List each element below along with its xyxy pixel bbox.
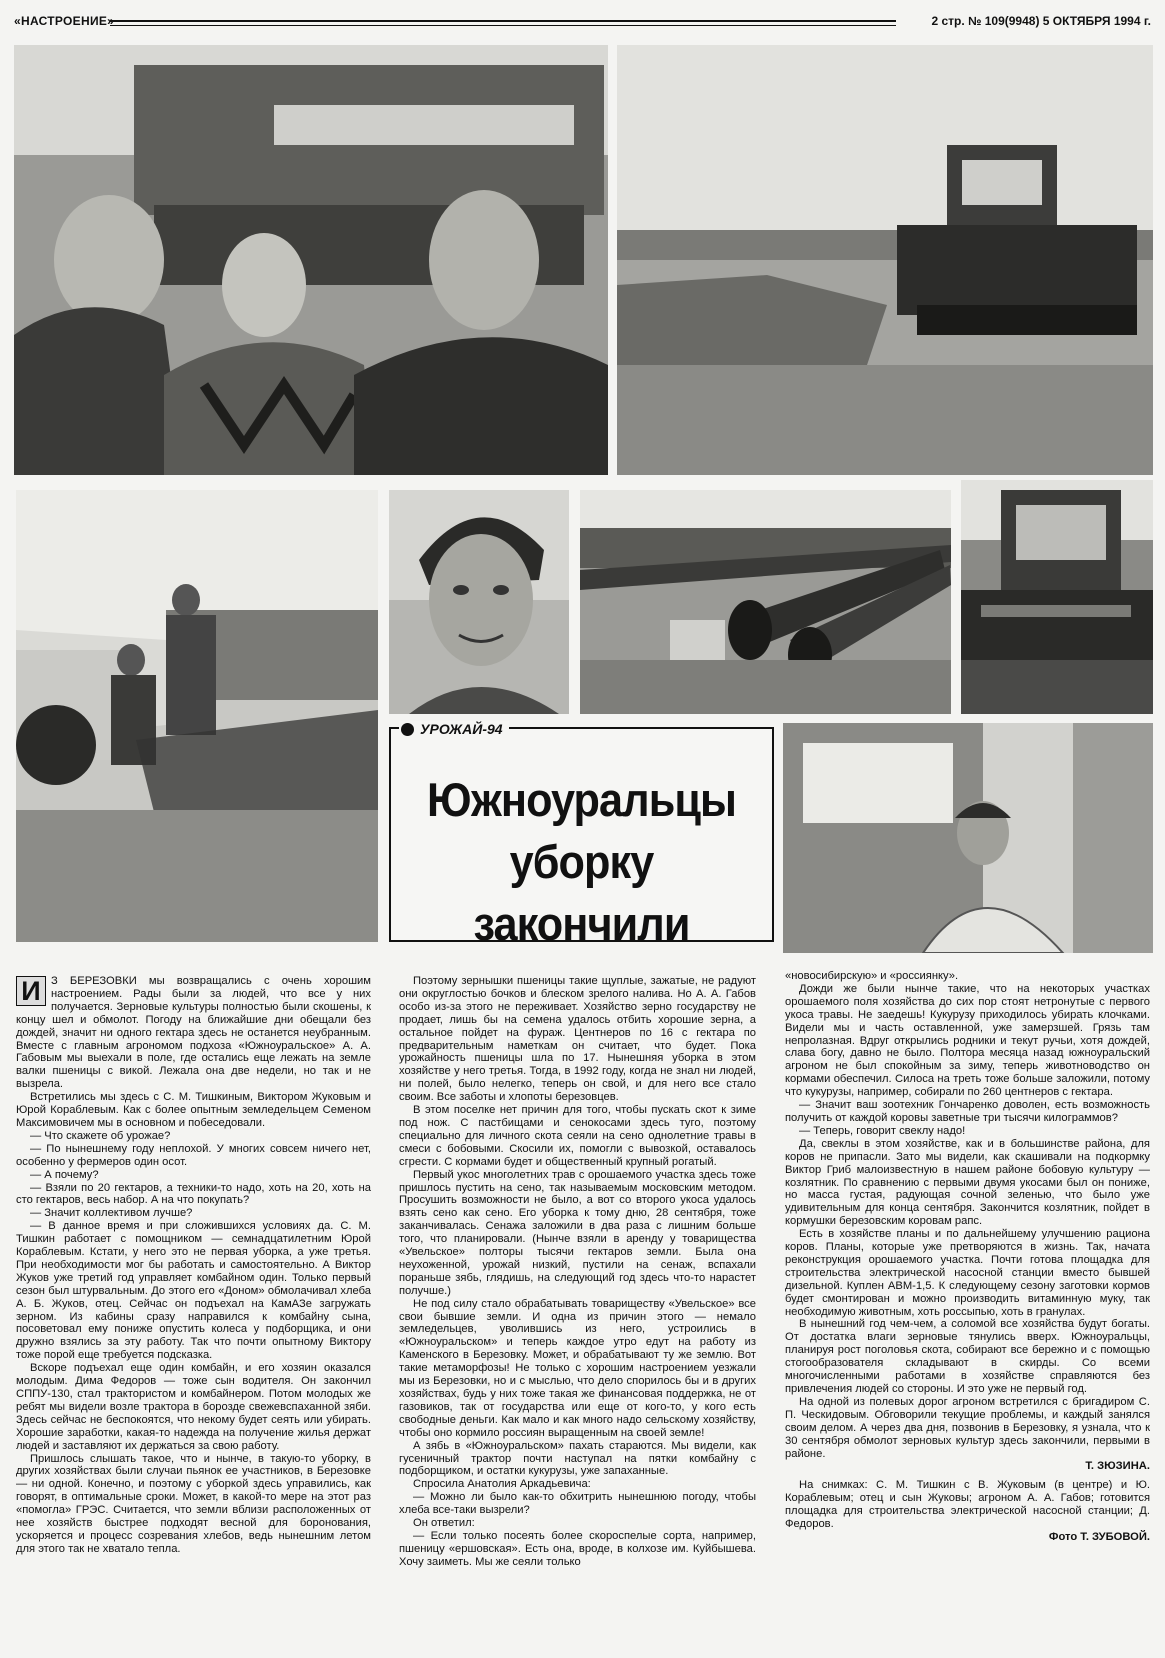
- paragraph: — Значит ваш зоотехник Гончаренко доволен, есть возможность получить от каждой коровы заветные три тысячи килограммов?: [785, 1099, 1150, 1124]
- paragraph: В этом поселке нет причин для того, чтобы пускать скот к зиме под нож. С пастбищами и сенокосами здесь туго, поэтому специально для личного скота сеяли на сено однолетние травы в смеси с бобовыми. Скосили их, помогли с вывозкой, оставалось сгрести. С кормами будет и общественный крупный рогатый.: [399, 1104, 756, 1168]
- article-column-3: [785, 970, 1150, 1642]
- photo-men-harrow-icon: [16, 490, 378, 942]
- photo-tractor-cab-icon: [961, 480, 1153, 714]
- paragraph: В нынешний год чем-чем, а соломой все хозяйства будут богаты. От достатка влаги зерновые тянулись вверх. Южноуральцы, планируя рост поголовья скота, собирают все бережно и с помощью стогообразователя складывают в скирды. Со всеми многочисленными работами в хозяйстве справляются без привлечения людей со стороны. И это уже не первый год.: [785, 1318, 1150, 1395]
- photo-pipes-icon: [580, 490, 951, 714]
- paragraph: Дожди же были нынче такие, что на некоторых участках орошаемого поля хозяйства до сих пор стоят нетронутые с первого укоса травы. Не заедешь! Кукурузу приходилось убирать клочками. Видели мы и часть оставленной, уже замерзшей. Грязь там непролазная. Вдруг открылись родники и текут ручьи, хотя дождей, слава богу, давно не было. Полтора месяца назад южноуральский агроном не был спокойным за зиму, теперь животноводство он кормами обеспечил. Силоса на треть тоже больше заложили, потому что кукурузы, например, собирали по 260 центнеров с гектара.: [785, 982, 1150, 1099]
- photo-portrait-man-icon: [389, 490, 569, 714]
- photo-young-man-tractor: [783, 723, 1153, 953]
- paragraph: Первый укос многолетних трав с орошаемого участка здесь тоже пришлось пустить на сено, так называемым московским методом. Просушить возможности не было, а вот со второго укоса удалось взять сено как сено. Его уборка к тому дню, 28 сентября, тоже заканчивалась. Сенажа заложили в два раза с лишним больше того, что планировали. (Нынче взяли в аренду у товарищества «Увельское» полторы тысячи гектаров земли. Была она неухоженной, урожай низкий, пустили на сенаж, вспахали пораньше зябь, глядишь, на следующий год здесь что-то нарастет получше.): [399, 1168, 756, 1297]
- headline-box: [389, 721, 774, 950]
- paragraph: — В данное время и при сложившихся условиях да. С. М. Тишкин работает с помощником — семнадцатилетним Юрой Кораблевым. Кстати, у него это не первая уборка, а уже третья. При необходимости мог бы работать и самостоятельно. А Виктор Жуков уже третий год управляет комбайном один. Только первый сезон был штурвальным. До этого его «Доном» обмолачивал хлеба А. Б. Жуков, отец. Сейчас он подъехал на КамАЗе загружать зерном. Из кабины сразу направился к комбайну сына, посоветовал ему пониже опустить колеса у подборщика, и они дружно взялись за эту работу. Так что почти опытному Виктору тоже порой еще требуется подсказка.: [16, 1220, 371, 1362]
- paragraph: Не под силу стало обрабатывать товариществу «Увельское» все свои бывшие земли. И одна из причин этого — немало земледельцев, уволившись из него, устроились в «Южноуральском» и теперь каждое утро едут на работу из Каменского в Березовку. Может, и обрабатывают ту же землю. Вот такие метаморфозы! Не только с хорошим настроением уезжали мы из Березовки, но и с мыслью, что дело спорилось бы и в других хозяйствах, будь у них тоже такая же финансовая поддержка, не от газовиков, так от государства или еще от кого-то, у кого есть свободные деньги. Как мало и как много надо сельскому хозяйству, чтобы оно кормило россиян выращенным на своей земле!: [399, 1297, 756, 1439]
- paragraph: [16, 975, 371, 1091]
- paragraph: — Можно ли было как-то обхитрить нынешнюю погоду, чтобы хлеба все-таки вызрели?: [399, 1491, 756, 1517]
- paragraph: — Теперь, говорит свеклу надо!: [799, 1124, 966, 1137]
- paragraph: — Что скажете об урожае?: [30, 1129, 171, 1142]
- photo-young-man-tractor-icon: [783, 723, 1153, 953]
- photo-credit: Фото Т. ЗУБОВОЙ.: [1048, 1530, 1150, 1543]
- masthead: [14, 12, 1151, 34]
- photo-three-men: [14, 45, 608, 475]
- photo-bulldozer-field-icon: [617, 45, 1153, 475]
- section-title: «НАСТРОЕНИЕ»: [14, 14, 115, 28]
- photo-men-harrow: [16, 490, 378, 942]
- article-column-1: [16, 975, 371, 1647]
- rubric-label: УРОЖАЙ-94: [420, 721, 503, 737]
- paragraph: А зябь в «Южноуральском» пахать стараются. Мы видели, как гусеничный трактор почти наступал на пятки комбайну с подборщиком, и остатки кукурузы, уже запаханные.: [399, 1439, 756, 1478]
- paragraph: Есть в хозяйстве планы и по дальнейшему улучшению рациона коров. Планы, которые уже претворяются в жизнь. Так, начата реконструкция орошаемого участка. Почти готова площадка для строительства электрической насосной станции вместо бывшей дизельной. Куплен АВМ-1,5. К следующему сезону заготовки кормов будет смонтирован и можно производить витаминную муку, так необходимую животным, хоть россыпью, хоть в гранулах.: [785, 1228, 1150, 1318]
- paragraph: — Взяли по 20 гектаров, а техники-то надо, хоть на 20, хоть на сто гектаров, весь набор. А на что покупать?: [16, 1181, 371, 1207]
- paragraph: Да, свеклы в этом хозяйстве, как и в большинстве района, для коров не припасли. Зато мы видели, как скашивали на подкормку Виктор Гриб малоизвестную в нашем районе бобовую культуру — козлятник. По сравнению с первыми двумя укосами был он пониже, но масса густая, радующая сочной зеленью, что было уже удивительным для конца сентября. Закончится козлятник, пойдет в кормушки березовским коровам рапс.: [785, 1137, 1150, 1228]
- issue-info: 2 стр. № 109(9948) 5 ОКТЯБРЯ 1994 г.: [931, 14, 1151, 28]
- paragraph: — По нынешнему году неплохой. У многих совсем ничего нет, особенно у фермеров один осот.: [16, 1142, 371, 1168]
- paragraph: Поэтому зернышки пшеницы такие щуплые, зажатые, не радуют они округлостью бочков и блеском зрелого налива. Но А. А. Габов особо из-за этого не переживает. Хозяйство зерно государству не продает, лишь бы на семена удалось отбить хорошие зерна, а остальное пойдет на фураж. Центнеров по 16 с гектара по предварительным наметкам он считает, что будет. Пока урожайность пшеницы шла по 17. Нынешняя уборка в этом хозяйстве у него третья. Тогда, в 1992 году, когда не знал ни людей, ни полей, было нелегко, теперь он свой, и для него все стало своим. Все заботы и хлопоты березовцев.: [399, 975, 756, 1104]
- headline-line: уборку: [509, 835, 654, 888]
- paragraph: Он ответил:: [413, 1517, 475, 1530]
- paragraph: Встретились мы здесь с С. М. Тишкиным, Виктором Жуковым и Юрой Кораблевым. Как с более опытным земледельцем Семеном Максимовичем мы в основном и побеседовали.: [16, 1091, 371, 1129]
- paragraph: Пришлось слышать такое, что и нынче, в такую-то уборку, в других хозяйствах были случаи пьянок ее участников, в Березовке — ни одной. Конечно, и поэтому с уборкой здесь управились, как говорят, в оптимальные сроки. Может, в какой-то мере на этот раз «помогла» ГРЭС. Считается, что земли вблизи расположенных от нее хозяйств быстрее подходят весной для боронования, ускоряется и процесс созревания хлебов, ведь нынешним летом для этого так не хватало тепла.: [16, 1452, 371, 1555]
- photo-tractor-cab: [961, 480, 1153, 714]
- photo-caption: На снимках: С. М. Тишкин с В. Жуковым (в центре) и Ю. Кораблевым; отец и сын Жуковы; агроном А. А. Габов; готовится площадка для строительства электрической насосной станции; Д. Федоров.: [785, 1479, 1150, 1531]
- photo-pipes: [580, 490, 951, 714]
- paragraph-text: З БЕРЕЗОВКИ мы возвращались с очень хорошим настроением. Рады были за людей, что все у них получается. Зерновые культуры полностью были скошены, к концу шел и обмолот. Погоду на ближайшие дни обещали без дождей, значит ни одного гектара здесь не останется неубранным. Вместе с главным агрономом подхоза «Южноуральское» А. А. Габовым мы выехали в поле, где остались еще лежать на земле валки пшеницы с викой. Лежала она две недели, но так и не вызрела.: [16, 975, 371, 1091]
- paragraph: На одной из полевых дорог агроном встретился с бригадиром С. П. Ческидовым. Обговорили текущие проблемы, и каждый занялся своим делом. А через два дня, позвонив в Березовку, я узнала, что к 30 сентября обмолот зерновых культур здесь закончили, первыми в районе.: [785, 1395, 1150, 1460]
- paragraph: — Если только посеять более скороспелые сорта, например, пшеницу «ершовская». Есть она, вроде, в колхозе им. Куйбышева. Хочу заиметь. Мы же сеяли только: [399, 1529, 756, 1568]
- headline-line: Южноуральцы: [426, 773, 737, 826]
- masthead-rule: [110, 20, 896, 26]
- headline-line: закончили: [473, 897, 690, 950]
- bullet-icon: [401, 723, 414, 736]
- photo-three-men-icon: [14, 45, 608, 475]
- drop-cap: И: [16, 976, 46, 1006]
- paragraph: — А почему?: [30, 1168, 99, 1181]
- rubric: [399, 721, 509, 737]
- photo-portrait: [389, 490, 569, 714]
- paragraph: «новосибирскую» и «россиянку».: [785, 970, 959, 982]
- paragraph: Вскоре подъехал еще один комбайн, и его хозяин оказался молодым. Дима Федоров — тоже сын водителя. Он закончил СППУ-130, стал трактористом и комбайнером. Потом молодых же ребят мы видели возле трактора в борозде свежевспаханной зяби. Здесь сейчас не беспокоятся, что некому будет сеять или убирать. Хорошие заработки, какая-то надежда на получение жилья держат людей и заставляют их держаться за свою работу.: [16, 1362, 371, 1452]
- photo-bulldozer-field: [617, 45, 1153, 475]
- paragraph: — Значит коллективом лучше?: [30, 1207, 193, 1220]
- article-column-2: [399, 975, 756, 1647]
- paragraph: Спросила Анатолия Аркадьевича:: [413, 1478, 591, 1491]
- article-headline: [406, 769, 757, 955]
- author-signature: Т. ЗЮЗИНА.: [1085, 1460, 1150, 1473]
